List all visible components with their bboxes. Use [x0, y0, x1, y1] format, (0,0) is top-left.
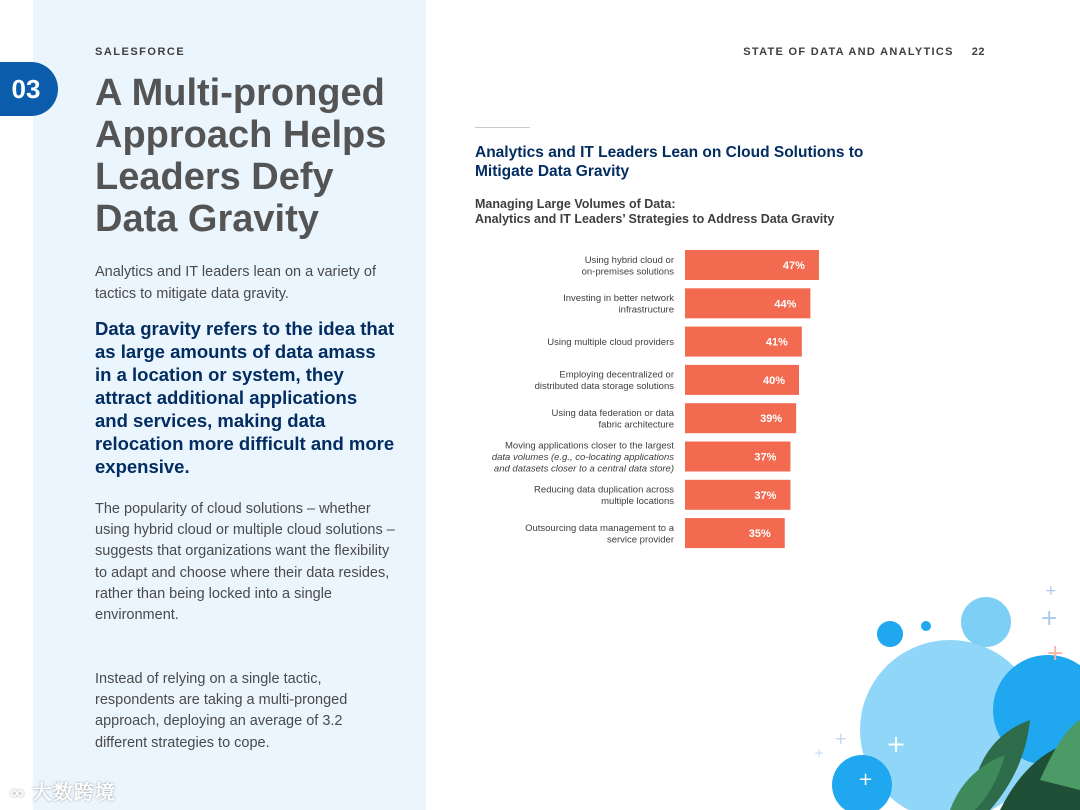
category-label: Investing in better network infrastructure: [563, 293, 674, 316]
chart-heading: Analytics and IT Leaders Lean on Cloud Solutions to Mitigate Data Gravity: [475, 144, 864, 180]
divider: [475, 127, 530, 128]
category-label: Using multiple cloud providers: [547, 337, 674, 349]
title-line: Leaders Defy: [95, 156, 334, 198]
svg-text:+: +: [1040, 606, 1059, 631]
bar-value-label: 40%: [762, 374, 785, 387]
bar-value-label: 47%: [782, 260, 805, 272]
body-paragraph: Instead of relying on a single tactic, respondents are taking a multi-pronged approach, deploying an average of 3.2 different strategies to cope.: [95, 671, 348, 751]
title-line: Data Gravity: [95, 198, 319, 240]
brand-label: SALESFORCE: [95, 46, 186, 58]
svg-text:+: +: [1045, 583, 1057, 599]
category-label: Reducing data duplication across multiple locations: [534, 484, 674, 508]
chart-title-line: Managing Large Volumes of Data:: [475, 197, 676, 211]
body-paragraph: The popularity of cloud solutions – whether using hybrid cloud or multiple cloud solutions – suggests that organizations want the flexibility to adapt and choose where their data resides, rather than being locked into a single environment.: [95, 501, 395, 624]
bar-value-label: 41%: [765, 336, 788, 349]
watermark: ∞ 大数跨境: [10, 782, 116, 804]
section-badge: 03: [0, 62, 58, 116]
watermark-text: 大数跨境: [31, 782, 116, 804]
bar-value-label: 35%: [748, 528, 771, 541]
chart-title-line: Analytics and IT Leaders’ Strategies to Address Data Gravity: [475, 212, 835, 226]
bar-value-label: 39%: [760, 413, 783, 426]
svg-text:+: +: [858, 769, 874, 790]
category-label: Using hybrid cloud or on-premises solutions: [581, 254, 674, 278]
chart-title: [475, 197, 895, 227]
page-title: [95, 72, 415, 240]
title-line: A Multi-pronged: [95, 72, 385, 114]
category-label: Using data federation or data fabric architecture: [551, 407, 674, 431]
bar-chart: [470, 245, 850, 555]
highlight-paragraph: Data gravity refers to the idea that as large amounts of data amass in a location or system, they attract additional applications and services, making data relocation more difficult and more expensive.: [95, 318, 395, 477]
bar-value-label: 37%: [754, 451, 777, 464]
category-label: Moving applications closer to the largest data volumes (e.g., co-locating applications and datasets closer to a central data store): [491, 440, 674, 475]
svg-text:+: +: [814, 746, 825, 760]
report-title: STATE OF DATA AND ANALYTICS: [743, 46, 954, 58]
bar-value-label: 37%: [754, 489, 777, 502]
bar-value-label: 44%: [774, 298, 797, 311]
svg-text:+: +: [1046, 641, 1065, 666]
svg-text:+: +: [886, 730, 907, 758]
svg-text:+: +: [834, 729, 848, 748]
report-header: [743, 46, 985, 58]
decorative-bubbles: [800, 570, 1080, 810]
page-number: 22: [971, 46, 985, 58]
intro-paragraph: Analytics and IT leaders lean on a variety of tactics to mitigate data gravity.: [95, 264, 377, 302]
title-line: Approach Helps: [95, 114, 387, 156]
category-label: Outsourcing data management to a service provider: [525, 522, 674, 546]
category-label: Employing decentralized or distributed data storage solutions: [534, 369, 674, 393]
